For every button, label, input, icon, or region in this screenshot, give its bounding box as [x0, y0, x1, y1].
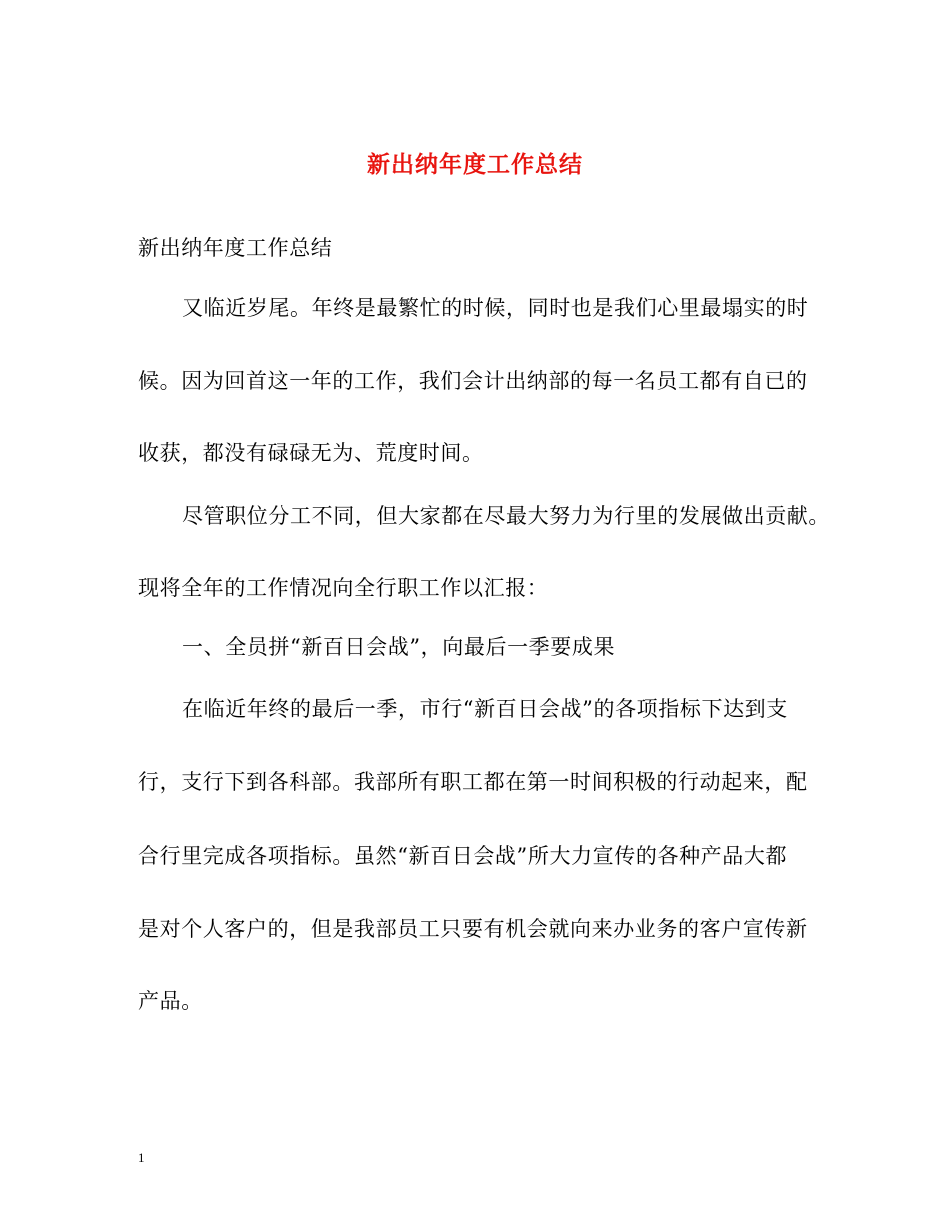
paragraph-line: 合行里完成各项指标。虽然“新百日会战”所大力宣传的各种产品大都 [138, 844, 788, 868]
paragraph-line: 收获，都没有碌碌无为、荒度时间。 [138, 441, 484, 465]
document-title: 新出纳年度工作总结 [367, 151, 583, 178]
paragraph-line: 尽管职位分工不同，但大家都在尽最大努力为行里的发展做出贡献。 [182, 504, 830, 528]
subtitle-line: 新出纳年度工作总结 [138, 236, 333, 260]
paragraph-line: 产品。 [138, 989, 203, 1013]
paragraph-line: 现将全年的工作情况向全行职工作以汇报： [138, 576, 549, 600]
paragraph-line: 又临近岁尾。年终是最繁忙的时候，同时也是我们心里最塌实的时 [182, 296, 809, 320]
section-heading: 一、全员拼“新百日会战”，向最后一季要成果 [182, 635, 616, 659]
paragraph-line: 候。因为回首这一年的工作，我们会计出纳部的每一名员工都有自已的 [138, 369, 808, 393]
paragraph-line: 是对个人客户的，但是我部员工只要有机会就向来办业务的客户宣传新 [138, 917, 808, 941]
page-number: 1 [138, 1150, 145, 1165]
paragraph-line: 行，支行下到各科部。我部所有职工都在第一时间积极的行动起来，配 [138, 770, 808, 794]
paragraph-line: 在临近年终的最后一季，市行“新百日会战”的各项指标下达到支 [182, 697, 788, 721]
